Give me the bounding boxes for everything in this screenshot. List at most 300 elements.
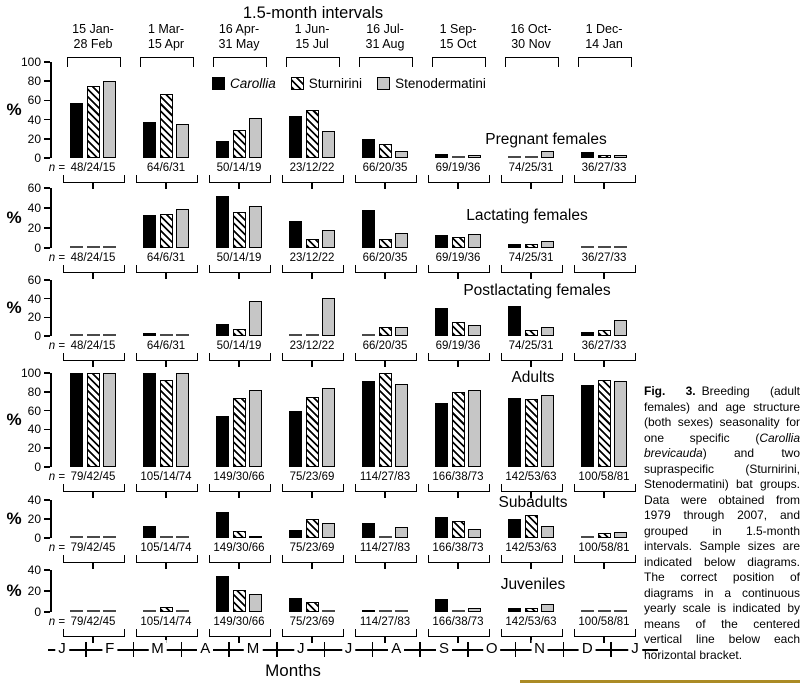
bar-postlactating-females-carollia (216, 324, 229, 336)
y-axis-tick-label: 60 (27, 181, 41, 195)
bar-adults-stenodermatini (249, 390, 262, 467)
month-axis-tick (372, 642, 374, 657)
bracket-center-tick (530, 272, 532, 279)
bar-adults-carollia (70, 373, 83, 467)
bar-subadults-sturnirini (233, 531, 246, 538)
bar-postlactating-females-stenodermatini (395, 327, 408, 336)
sample-bracket (501, 265, 563, 273)
hatched-swatch-icon (291, 77, 304, 90)
zero-bar-juveniles-stenodermatini (103, 610, 116, 612)
y-axis-tick (44, 391, 50, 393)
sample-bracket (574, 175, 636, 183)
bar-pregnant-females-stenodermatini (614, 155, 627, 158)
y-axis-tick-label: 20 (27, 441, 41, 456)
month-axis-tick (419, 642, 421, 657)
y-axis-label-percent: % (6, 410, 22, 429)
y-axis-tick-label: 40 (27, 563, 41, 577)
zero-bar-lactating-females-carollia (581, 246, 594, 248)
zero-bar-postlactating-females-carollia (289, 334, 302, 336)
bar-adults-carollia (143, 373, 156, 467)
zero-bar-postlactating-females-stenodermatini (103, 334, 116, 336)
sample-bracket (136, 265, 198, 273)
bar-lactating-females-carollia (216, 196, 229, 248)
sample-bracket (209, 629, 271, 637)
bar-pregnant-females-sturnirini (233, 130, 246, 158)
interval-top-bracket (359, 57, 413, 67)
zero-bar-juveniles-stenodermatini (395, 610, 408, 612)
interval-top-bracket (140, 57, 194, 67)
bar-lactating-females-sturnirini (233, 212, 246, 248)
sample-size: 64/6/31 (146, 340, 186, 352)
bar-juveniles-carollia (216, 576, 229, 612)
zero-bar-pregnant-females-sturnirini (452, 156, 465, 158)
bar-adults-carollia (289, 411, 302, 467)
sample-bracket (282, 484, 344, 492)
bracket-center-tick (92, 562, 94, 569)
sample-bracket (501, 484, 563, 492)
sample-bracket (209, 484, 271, 492)
zero-bar-postlactating-females-sturnirini (160, 334, 173, 336)
y-axis-tick-label: 20 (27, 584, 41, 598)
bar-lactating-females-carollia (289, 221, 302, 248)
bracket-center-tick (384, 636, 386, 643)
interval-label: 1 Mar- 15 Apr (147, 22, 185, 51)
y-axis-tick-label: 100 (20, 366, 41, 380)
sample-size: 166/38/73 (432, 542, 484, 554)
zero-bar-lactating-females-carollia (70, 246, 83, 248)
y-axis-tick-label: 40 (27, 291, 41, 306)
y-axis-line (50, 62, 52, 158)
y-axis-tick-label: 20 (27, 310, 41, 325)
bracket-center-tick (165, 491, 167, 498)
bar-pregnant-females-carollia (143, 122, 156, 158)
bracket-center-tick (238, 491, 240, 498)
caption-text: ) and two supraspecific (Sturnirini, Stenodermatini) bat groups. Data were obtained from 1979 through 2007, and grouped in 1.5-month intervals. Sample sizes are indicated below diagrams. The correct position of diagrams in a continuous yearly scale is indicated by means of the centered vertical line below each horizontal bracket. (644, 446, 800, 662)
month-label: D (579, 640, 596, 657)
sample-size: 142/53/63 (505, 616, 557, 628)
zero-bar-subadults-sturnirini (160, 536, 173, 538)
caption-species-name: Carollia brevicauda (644, 430, 800, 460)
bracket-center-tick (457, 272, 459, 279)
month-axis-tick (610, 642, 612, 657)
y-axis-tick (44, 518, 50, 520)
month-axis-tick (133, 642, 135, 657)
bracket-center-tick (384, 562, 386, 569)
y-axis-tick (44, 590, 50, 592)
bar-juveniles-carollia (508, 608, 521, 612)
interval-top-bracket (213, 57, 267, 67)
sample-size: 69/19/36 (435, 252, 481, 264)
sample-bracket (63, 175, 125, 183)
sample-bracket (574, 353, 636, 361)
sample-size: 75/23/69 (289, 616, 335, 628)
bar-lactating-females-stenodermatini (322, 230, 335, 248)
y-axis-tick-label: 20 (27, 221, 41, 235)
bracket-center-tick (457, 636, 459, 643)
y-axis-tick (44, 447, 50, 449)
y-axis-tick (44, 247, 50, 249)
legend-label: Sturnirini (308, 76, 363, 91)
y-axis-tick-label: 40 (27, 422, 41, 437)
sample-bracket (355, 265, 417, 273)
bar-subadults-sturnirini (306, 519, 319, 538)
bar-adults-stenodermatini (103, 373, 116, 467)
bar-postlactating-females-carollia (581, 332, 594, 336)
sample-size: 75/23/69 (289, 542, 335, 554)
sample-size-prefix: n = (48, 252, 65, 264)
y-axis-tick (44, 119, 50, 121)
zero-bar-juveniles-stenodermatini (614, 610, 627, 612)
sample-size: 105/14/74 (140, 542, 192, 554)
bar-lactating-females-stenodermatini (176, 209, 189, 248)
legend-item-stenodermatini (377, 76, 486, 91)
interval-top-bracket (67, 57, 121, 67)
sample-size: 66/20/35 (362, 340, 408, 352)
zero-bar-juveniles-sturnirini (452, 610, 465, 612)
bar-adults-sturnirini (87, 373, 100, 467)
y-axis-tick (44, 611, 50, 613)
bar-postlactating-females-sturnirini (233, 329, 246, 336)
bracket-center-tick (92, 360, 94, 367)
sample-size: 69/19/36 (435, 340, 481, 352)
sample-size: 36/27/33 (581, 162, 627, 174)
bracket-center-tick (384, 272, 386, 279)
bar-postlactating-females-sturnirini (598, 330, 611, 336)
bar-adults-carollia (508, 398, 521, 467)
sample-bracket (63, 555, 125, 563)
sample-size: 75/23/69 (289, 471, 335, 483)
zero-bar-juveniles-carollia (581, 610, 594, 612)
zero-bar-juveniles-carollia (143, 610, 156, 612)
bar-adults-sturnirini (160, 380, 173, 467)
y-axis-tick (44, 100, 50, 102)
bar-pregnant-females-stenodermatini (541, 151, 554, 158)
sample-bracket (136, 629, 198, 637)
y-axis-line (50, 373, 52, 467)
bar-lactating-females-stenodermatini (468, 234, 481, 248)
y-axis-tick (44, 372, 50, 374)
y-axis-line (50, 280, 52, 336)
y-axis-tick (44, 187, 50, 189)
figure-title: 1.5-month intervals (242, 4, 384, 22)
bracket-center-tick (311, 562, 313, 569)
sample-size: 166/38/73 (432, 616, 484, 628)
bar-adults-stenodermatini (614, 381, 627, 467)
bar-postlactating-females-stenodermatini (541, 327, 554, 336)
bar-juveniles-sturnirini (306, 602, 319, 613)
sample-size: 64/6/31 (146, 162, 186, 174)
y-axis-tick-label: 80 (27, 384, 41, 399)
bar-subadults-carollia (143, 526, 156, 538)
sample-bracket (355, 629, 417, 637)
interval-label: 1 Sep- 15 Oct (439, 22, 477, 51)
bracket-center-tick (165, 562, 167, 569)
zero-bar-lactating-females-sturnirini (87, 246, 100, 248)
sample-bracket (136, 175, 198, 183)
zero-bar-juveniles-sturnirini (598, 610, 611, 612)
bracket-center-tick (311, 182, 313, 189)
sample-bracket (501, 555, 563, 563)
sample-size: 23/12/22 (289, 340, 335, 352)
bar-lactating-females-sturnirini (306, 239, 319, 248)
bar-lactating-females-carollia (508, 244, 521, 248)
y-axis-tick-label: 0 (34, 605, 41, 619)
sample-size-prefix: n = (48, 616, 65, 628)
y-axis-tick (44, 227, 50, 229)
panel-title-postlactating-females: Postlactating females (463, 282, 611, 299)
bar-adults-stenodermatini (176, 373, 189, 467)
month-axis-tick (467, 642, 469, 657)
sample-bracket (428, 555, 490, 563)
sample-size: 114/27/83 (359, 616, 411, 628)
bracket-center-tick (238, 360, 240, 367)
sample-bracket (355, 555, 417, 563)
sample-bracket (428, 353, 490, 361)
sample-size-prefix: n = (48, 471, 65, 483)
bar-pregnant-females-sturnirini (160, 94, 173, 158)
bracket-center-tick (457, 360, 459, 367)
sample-bracket (428, 484, 490, 492)
bar-pregnant-females-carollia (581, 152, 594, 158)
sample-bracket (63, 484, 125, 492)
y-axis-tick (44, 317, 50, 319)
bar-lactating-females-sturnirini (160, 214, 173, 248)
zero-bar-juveniles-stenodermatini (322, 610, 335, 612)
bar-subadults-carollia (289, 530, 302, 538)
sample-bracket (136, 555, 198, 563)
bar-postlactating-females-sturnirini (452, 322, 465, 336)
caption-figure-number: Fig. 3. (644, 384, 696, 398)
bracket-center-tick (92, 491, 94, 498)
sample-bracket (63, 353, 125, 361)
sample-size: 100/58/81 (578, 542, 630, 554)
sample-size: 79/42/45 (70, 616, 116, 628)
bracket-center-tick (603, 272, 605, 279)
panel-title-adults: Adults (511, 369, 555, 386)
y-axis-tick (44, 335, 50, 337)
sample-size: 149/30/66 (213, 471, 265, 483)
month-label: O (483, 640, 501, 657)
month-axis-tick (85, 642, 87, 657)
zero-bar-subadults-sturnirini (379, 536, 392, 538)
sample-size-prefix: n = (48, 340, 65, 352)
sample-size: 166/38/73 (432, 471, 484, 483)
bar-subadults-carollia (508, 519, 521, 538)
y-axis-tick (44, 499, 50, 501)
y-axis-tick (44, 466, 50, 468)
bracket-center-tick (238, 562, 240, 569)
bar-juveniles-sturnirini (160, 607, 173, 612)
sample-size: 48/24/15 (70, 252, 116, 264)
sample-bracket (501, 629, 563, 637)
month-label: M (148, 640, 167, 657)
legend-item-carollia (212, 76, 276, 91)
sample-bracket (355, 484, 417, 492)
bar-postlactating-females-stenodermatini (249, 301, 262, 336)
y-axis-tick (44, 157, 50, 159)
sample-size: 74/25/31 (508, 252, 554, 264)
bar-lactating-females-stenodermatini (541, 241, 554, 248)
panel-title-lactating-females: Lactating females (466, 207, 588, 224)
sample-bracket (574, 555, 636, 563)
bar-postlactating-females-sturnirini (379, 327, 392, 336)
sample-size: 36/27/33 (581, 252, 627, 264)
bracket-center-tick (92, 182, 94, 189)
sample-bracket (136, 353, 198, 361)
black-swatch-icon (212, 77, 225, 90)
month-label: A (197, 640, 213, 657)
y-axis-tick (44, 569, 50, 571)
sample-size: 105/14/74 (140, 616, 192, 628)
bar-juveniles-stenodermatini (249, 594, 262, 612)
bracket-center-tick (603, 491, 605, 498)
gray-swatch-icon (377, 77, 390, 90)
y-axis-tick (44, 61, 50, 63)
sample-bracket (355, 353, 417, 361)
y-axis-tick (44, 207, 50, 209)
sample-size: 23/12/22 (289, 252, 335, 264)
sample-size: 79/42/45 (70, 471, 116, 483)
y-axis-tick-label: 40 (27, 493, 41, 507)
sample-bracket (428, 629, 490, 637)
sample-bracket (574, 629, 636, 637)
y-axis-tick-label: 40 (27, 112, 41, 127)
y-axis-label-percent: % (6, 208, 22, 227)
sample-bracket (428, 175, 490, 183)
bar-postlactating-females-carollia (508, 306, 521, 336)
bracket-center-tick (311, 360, 313, 367)
page-rule (520, 680, 800, 683)
bar-pregnant-females-sturnirini (379, 144, 392, 158)
y-axis-tick (44, 80, 50, 82)
bar-lactating-females-sturnirini (525, 244, 538, 248)
sample-bracket (209, 353, 271, 361)
y-axis-tick-label: 20 (27, 512, 41, 526)
sample-size: 50/14/19 (216, 340, 262, 352)
bar-pregnant-females-sturnirini (306, 110, 319, 158)
y-axis-tick-label: 60 (27, 93, 41, 108)
bar-juveniles-carollia (362, 610, 375, 612)
bracket-center-tick (457, 182, 459, 189)
sample-bracket (574, 484, 636, 492)
bar-pregnant-females-stenodermatini (468, 155, 481, 158)
month-label: F (102, 640, 117, 657)
sample-size: 50/14/19 (216, 162, 262, 174)
bar-subadults-stenodermatini (395, 527, 408, 538)
month-axis-tick (181, 642, 183, 657)
bracket-center-tick (603, 182, 605, 189)
bracket-center-tick (530, 182, 532, 189)
bar-postlactating-females-sturnirini (525, 330, 538, 336)
y-axis-label-percent: % (6, 100, 22, 119)
bracket-center-tick (457, 491, 459, 498)
legend-label: Carollia (230, 76, 276, 91)
bracket-center-tick (530, 562, 532, 569)
y-axis-tick (44, 410, 50, 412)
sample-size: 74/25/31 (508, 340, 554, 352)
sample-size: 142/53/63 (505, 542, 557, 554)
zero-bar-subadults-stenodermatini (103, 536, 116, 538)
bar-adults-sturnirini (452, 392, 465, 467)
bracket-center-tick (603, 562, 605, 569)
sample-bracket (428, 265, 490, 273)
zero-bar-postlactating-females-stenodermatini (176, 334, 189, 336)
zero-bar-pregnant-females-sturnirini (525, 156, 538, 158)
panel-title-juveniles: Juveniles (500, 576, 566, 593)
bar-pregnant-females-carollia (70, 103, 83, 158)
bar-subadults-carollia (435, 517, 448, 538)
sample-size: 114/27/83 (359, 542, 411, 554)
zero-bar-pregnant-females-carollia (508, 156, 521, 158)
bar-lactating-females-stenodermatini (249, 206, 262, 248)
sample-size: 149/30/66 (213, 542, 265, 554)
bar-postlactating-females-carollia (143, 333, 156, 336)
bar-adults-carollia (216, 416, 229, 467)
bracket-center-tick (165, 272, 167, 279)
month-axis-tick (515, 642, 517, 657)
sample-bracket (282, 175, 344, 183)
sample-bracket (355, 175, 417, 183)
bar-pregnant-females-sturnirini (598, 155, 611, 158)
bracket-center-tick (165, 360, 167, 367)
y-axis-tick-label: 0 (34, 151, 41, 165)
interval-top-bracket (505, 57, 559, 67)
sample-bracket (209, 175, 271, 183)
bar-pregnant-females-stenodermatini (249, 118, 262, 158)
interval-label: 15 Jan- 28 Feb (72, 22, 114, 51)
bar-lactating-females-carollia (435, 235, 448, 248)
bar-adults-sturnirini (379, 373, 392, 467)
zero-bar-lactating-females-stenodermatini (614, 246, 627, 248)
y-axis-line (50, 188, 52, 248)
bracket-center-tick (92, 636, 94, 643)
interval-top-bracket (286, 57, 340, 67)
month-label: N (531, 640, 548, 657)
bar-lactating-females-carollia (362, 210, 375, 248)
zero-bar-postlactating-females-carollia (70, 334, 83, 336)
month-label: M (244, 640, 263, 657)
bar-subadults-sturnirini (525, 515, 538, 538)
month-label: S (436, 640, 452, 657)
bar-pregnant-females-sturnirini (87, 86, 100, 158)
bar-adults-sturnirini (233, 398, 246, 467)
interval-label: 16 Jul- 31 Aug (365, 22, 405, 51)
zero-bar-postlactating-females-carollia (362, 334, 375, 336)
month-label: J (342, 640, 356, 657)
sample-bracket (282, 353, 344, 361)
y-axis-tick (44, 537, 50, 539)
sample-size: 64/6/31 (146, 252, 186, 264)
bar-lactating-females-carollia (143, 215, 156, 248)
month-axis-tick (563, 642, 565, 657)
sample-size: 66/20/35 (362, 162, 408, 174)
month-label: J (294, 640, 308, 657)
bar-postlactating-females-stenodermatini (322, 298, 335, 336)
month-axis-tick (276, 642, 278, 657)
bar-juveniles-sturnirini (233, 590, 246, 612)
bracket-center-tick (238, 636, 240, 643)
bracket-center-tick (384, 182, 386, 189)
bar-adults-carollia (435, 403, 448, 467)
zero-bar-postlactating-females-sturnirini (87, 334, 100, 336)
y-axis-tick (44, 138, 50, 140)
bracket-center-tick (603, 636, 605, 643)
figure-caption (644, 384, 800, 663)
sample-bracket (63, 265, 125, 273)
zero-bar-lactating-females-sturnirini (598, 246, 611, 248)
sample-size: 100/58/81 (578, 616, 630, 628)
caption-text: Breeding (adult females) and age structure (both sexes) seasonality for one specific ( (644, 384, 800, 445)
